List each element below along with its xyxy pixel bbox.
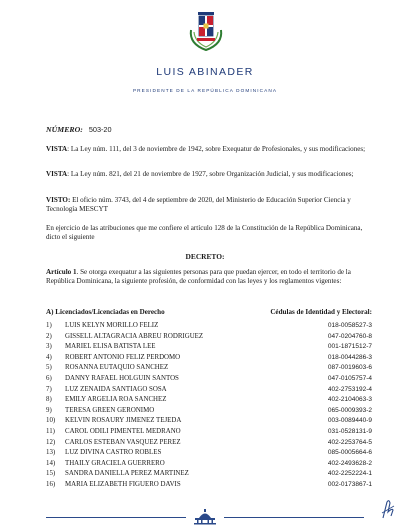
licensees-table-header bbox=[46, 308, 372, 316]
licensee-row bbox=[46, 438, 372, 448]
cedula-number: 018-0044286-3 bbox=[327, 353, 372, 361]
signature-icon bbox=[380, 498, 396, 520]
cedula-number: 047-0105757-4 bbox=[327, 375, 372, 382]
cedula-number: 001-1871512-7 bbox=[327, 343, 372, 351]
cedula-number: 402-2253764-5 bbox=[327, 438, 372, 446]
row-number: 13) bbox=[46, 449, 56, 457]
cedula-number: 085-0005664-6 bbox=[327, 449, 372, 457]
licensee-row bbox=[46, 363, 372, 373]
cedula-number: 003-0089440-9 bbox=[327, 417, 372, 425]
cedula-number: 031-0528131-9 bbox=[327, 428, 372, 435]
row-number: 5) bbox=[46, 364, 52, 372]
licensee-row bbox=[46, 353, 372, 363]
licensee-row bbox=[46, 342, 372, 352]
decreto-heading: DECRETO: bbox=[185, 252, 225, 261]
licensee-name: SANDRA DANIELLA PEREZ MARTINEZ bbox=[65, 470, 189, 478]
row-number: 9) bbox=[46, 406, 52, 414]
visto-paragraph-3 bbox=[46, 196, 370, 214]
row-number: 7) bbox=[46, 385, 52, 393]
row-number: 8) bbox=[46, 396, 52, 404]
footer-divider-left bbox=[46, 517, 186, 518]
palace-icon bbox=[193, 509, 217, 525]
row-number: 3) bbox=[46, 343, 52, 351]
licensee-name: ROBERT ANTONIO FELIZ PERDOMO bbox=[65, 353, 181, 361]
row-number: 2) bbox=[46, 332, 52, 340]
cedula-number: 402-2104063-3 bbox=[327, 396, 372, 404]
row-number: 4) bbox=[46, 353, 52, 361]
licensee-name: LUIS KELYN MORILLO FELIZ bbox=[65, 322, 159, 329]
licensee-name: CARLOS ESTEBAN VASQUEZ PEREZ bbox=[65, 438, 181, 446]
vista-1-label: VISTA bbox=[46, 145, 68, 153]
licensee-name: LUZ ZENAIDA SANTIAGO SOSA bbox=[65, 385, 167, 393]
licensee-row bbox=[46, 332, 372, 342]
cedula-number: 402-2753192-4 bbox=[327, 385, 372, 393]
cedula-number: 087-0019603-6 bbox=[327, 364, 372, 372]
licensee-name: DANNY RAFAEL HOLGUIN SANTOS bbox=[65, 375, 179, 382]
licensee-row bbox=[46, 321, 372, 331]
decree-number bbox=[46, 125, 372, 134]
row-number: 16) bbox=[46, 481, 56, 488]
licensee-name: TERESA GREEN GERONIMO bbox=[65, 406, 155, 414]
visto-3-label: VISTO: bbox=[46, 196, 71, 204]
decree-number-value: 503-20 bbox=[88, 125, 112, 134]
decree-number-label: NÚMERO: bbox=[46, 125, 83, 134]
president-name: LUIS ABINADER bbox=[156, 66, 254, 78]
licensee-name: THAILY GRACIELA GUERRERO bbox=[65, 459, 165, 467]
row-number: 1) bbox=[46, 322, 52, 329]
cedula-number: 065-0009393-2 bbox=[327, 406, 372, 414]
licensee-row bbox=[46, 469, 372, 479]
cedula-number: 402-2252224-1 bbox=[327, 470, 372, 478]
row-number: 15) bbox=[46, 470, 56, 478]
cedula-number: 018-0058527-3 bbox=[327, 322, 372, 329]
vista-paragraph-1 bbox=[46, 145, 370, 154]
licensee-name: EMILY ARGELIA ROA SANCHEZ bbox=[65, 396, 167, 404]
licensee-row bbox=[46, 374, 372, 384]
licensee-name: MARIEL ELISA BATISTA LEE bbox=[65, 343, 156, 351]
cedula-number: 402-2493628-2 bbox=[327, 459, 372, 467]
articulo-1-text: . Se otorga exequatur a las siguientes personas para que puedan ejercer, en todo el territorio de la República Dominicana, la siguiente profesión, de conformidad con las leyes y los reglamentos vigentes: bbox=[46, 268, 351, 286]
cedula-number: 002-0173867-1 bbox=[327, 481, 372, 488]
licensee-row bbox=[46, 385, 372, 395]
licensee-row bbox=[46, 448, 372, 458]
licensee-name: CAROL ODILI PIMENTEL MEDRANO bbox=[65, 428, 181, 435]
visto-3-text: El oficio núm. 3743, del 4 de septiembre de 2020, del Ministerio de Educación Superior Ciencia y Tecnología MESCYT bbox=[46, 196, 351, 214]
row-number: 11) bbox=[46, 428, 55, 435]
row-number: 12) bbox=[46, 438, 56, 446]
articulo-1-label: Artículo 1 bbox=[46, 268, 77, 276]
table-header-names: A) Licenciados/Licenciadas en Derecho bbox=[46, 308, 165, 316]
licensee-name: ROSANNA EUTAQUIO SANCHEZ bbox=[65, 364, 169, 372]
licensee-row bbox=[46, 416, 372, 426]
licensee-name: LUZ DIVINA CASTRO ROBLES bbox=[65, 449, 162, 457]
licensee-row bbox=[46, 395, 372, 405]
licensee-row bbox=[46, 406, 372, 416]
coat-of-arms-icon bbox=[187, 10, 225, 52]
licensee-name: MARIA ELIZABETH FIGUERO DAVIS bbox=[65, 481, 181, 488]
articulo-1-paragraph bbox=[46, 268, 370, 286]
vista-2-text: : La Ley núm. 821, del 21 de noviembre de 1927, sobre Organización Judicial, y sus modificaciones; bbox=[67, 170, 354, 178]
vista-1-text: : La Ley núm. 111, del 3 de noviembre de 1942, sobre Exequatur de Profesionales, y sus modificaciones; bbox=[67, 145, 366, 153]
ejercicio-paragraph: En ejercicio de las atribuciones que me confiere el artículo 128 de la Constitución de la República Dominicana, dicto el siguiente bbox=[46, 224, 363, 242]
row-number: 14) bbox=[46, 459, 56, 467]
licensee-row bbox=[46, 427, 372, 437]
licensee-name: GISSELL ALTAGRACIA ABREU RODRIGUEZ bbox=[65, 332, 204, 340]
row-number: 10) bbox=[46, 417, 56, 425]
licensee-name: KELVIN ROSAURY JIMENEZ TEJEDA bbox=[65, 417, 182, 425]
licensee-row bbox=[46, 459, 372, 469]
vista-paragraph-2 bbox=[46, 170, 370, 179]
vista-2-label: VISTA bbox=[46, 170, 68, 178]
cedula-number: 047-0204760-8 bbox=[327, 332, 372, 340]
footer-divider-right bbox=[224, 517, 364, 518]
table-header-ids: Cédulas de Identidad y Electoral: bbox=[270, 308, 372, 316]
president-title: PRESIDENTE DE LA REPÚBLICA DOMINICANA bbox=[132, 88, 278, 93]
row-number: 6) bbox=[46, 375, 52, 382]
licensee-row bbox=[46, 480, 372, 490]
